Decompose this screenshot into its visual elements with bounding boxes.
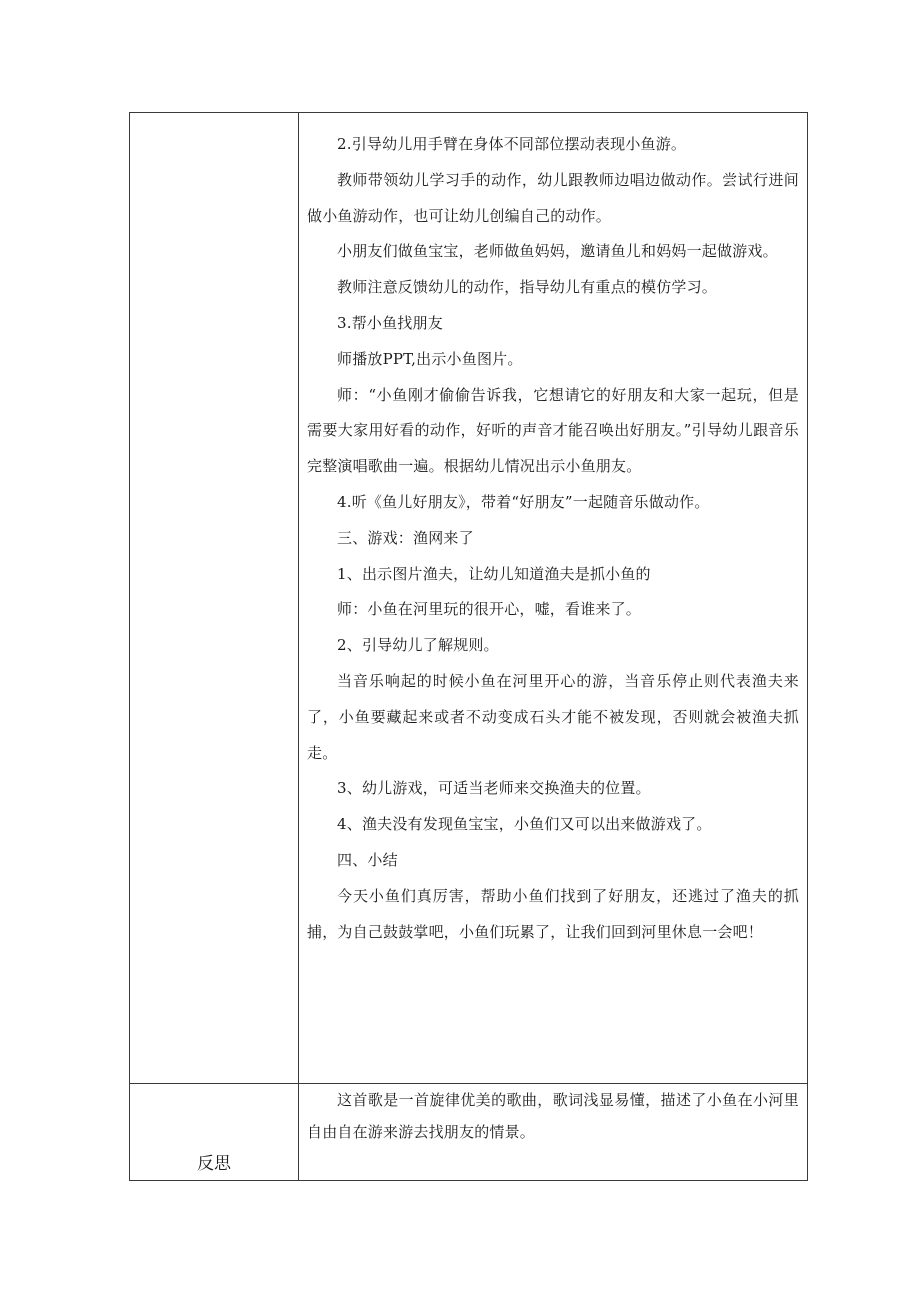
reflection-row [130, 1084, 808, 1181]
reflection-label: 反思 [197, 1154, 231, 1173]
process-paragraph: 2.引导幼儿用手臂在身体不同部位摆动表现小鱼游。 [337, 135, 687, 153]
process-paragraph: 四、小结 [337, 850, 398, 869]
lesson-plan-table [129, 112, 808, 1181]
process-paragraph: 三、游戏：渔网来了 [337, 528, 474, 547]
process-paragraph: 教师注意反馈幼儿的动作，指导幼儿有重点的模仿学习。 [337, 278, 718, 297]
process-paragraph: 1、出示图片渔夫，让幼儿知道渔夫是抓小鱼的 [337, 564, 651, 583]
process-row [130, 113, 808, 1084]
process-paragraph: 3、幼儿游戏，可适当老师来交换渔夫的位置。 [337, 779, 651, 798]
process-paragraph: 2、引导幼儿了解规则。 [337, 636, 499, 655]
process-paragraph: 3.帮小鱼找朋友 [337, 313, 443, 332]
process-label-cell [130, 113, 299, 1084]
process-paragraph: 当音乐响起的时候小鱼在河里开心的游，当音乐停止则代表渔夫来了，小鱼要藏起来或者不动变成石头才能不被发现，否则就会被渔夫抓走。 [307, 671, 799, 762]
process-paragraph: 教师带领幼儿学习手的动作，幼儿跟教师边唱边做动作。尝试行进间做小鱼游动作，也可让幼儿创编自己的动作。 [307, 170, 799, 225]
process-body-cell [299, 113, 808, 1084]
process-paragraph: 小朋友们做鱼宝宝，老师做鱼妈妈，邀请鱼儿和妈妈一起做游戏。 [337, 242, 778, 261]
process-paragraph: 4、渔夫没有发现鱼宝宝，小鱼们又可以出来做游戏了。 [337, 815, 712, 834]
process-paragraph: 师：“小鱼刚才偷偷告诉我，它想请它的好朋友和大家一起玩，但是需要大家用好看的动作，好听的声音才能召唤出好朋友。”引导幼儿跟音乐完整演唱歌曲一遍。根据幼儿情况出示小鱼朋友。 [307, 385, 799, 476]
reflection-body-cell [299, 1084, 808, 1181]
process-paragraph: 师播放PPT,出示小鱼图片。 [337, 349, 523, 368]
process-paragraph: 今天小鱼们真厉害，帮助小鱼们找到了好朋友，还逃过了渔夫的抓捕，为自己鼓鼓掌吧，小鱼们玩累了，让我们回到河里休息一会吧！ [307, 886, 799, 941]
process-paragraph: 4.听《鱼儿好朋友》，带着“好朋友”一起随音乐做动作。 [337, 492, 710, 511]
process-paragraph: 师：小鱼在河里玩的很开心，嘘，看谁来了。 [337, 600, 642, 619]
reflection-text: 这首歌是一首旋律优美的歌曲，歌词浅显易懂，描述了小鱼在小河里自由自在游来游去找朋友的情景。 [307, 1091, 799, 1141]
reflection-label-cell [130, 1084, 299, 1181]
